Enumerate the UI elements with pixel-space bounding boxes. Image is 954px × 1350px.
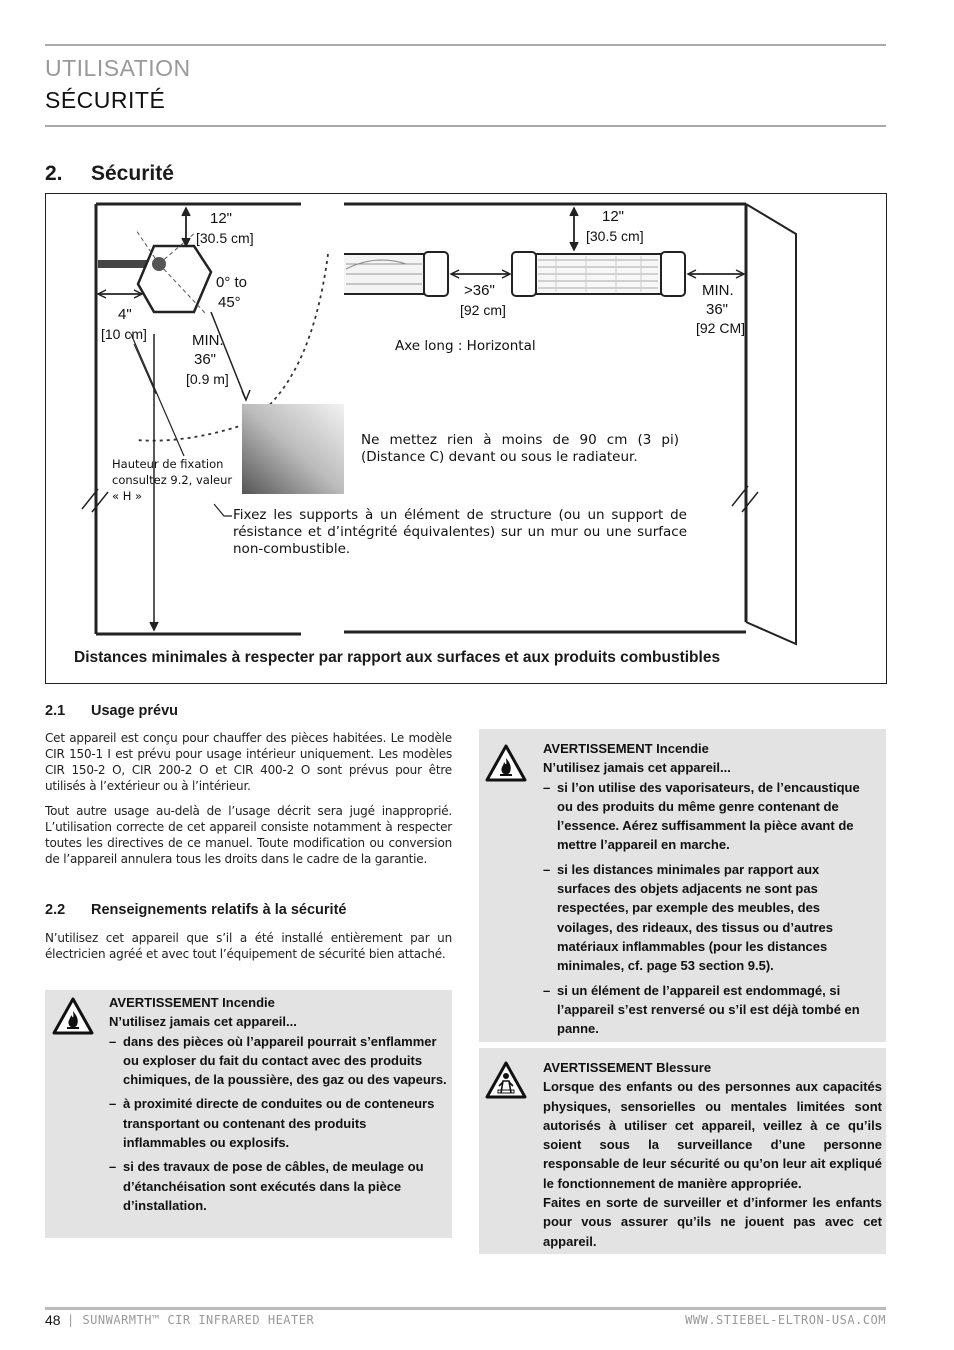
section-2-1-number: 2.1 <box>45 703 66 719</box>
warning-injury-title: AVERTISSEMENT Blessure <box>543 1060 712 1075</box>
footer-rule <box>45 1307 886 1310</box>
list-item: – à proximité directe de conduites ou de conteneurs transportant ou contenant des produits inflammables ou explosifs. <box>109 1096 435 1151</box>
label-36in-left: 36" <box>194 351 217 368</box>
section-2-1-title: Usage prévu <box>91 703 179 719</box>
list-item: – dans des pièces où l’appareil pourrait s’enflammer ou exploser du fait du contact avec des produits chimiques, de la poussière, des gaz ou des vapeurs. <box>109 1033 447 1088</box>
warning-fire-box-left <box>45 990 452 1238</box>
warning-fire-box-right <box>479 729 886 1042</box>
section-2-2-heading <box>45 902 346 918</box>
title-text: Sécurité <box>91 162 174 185</box>
fire-warning-icon <box>52 996 94 1036</box>
label-min-right: MIN. <box>702 282 734 299</box>
section-2-1-p2: Tout autre usage au-delà de l’usage décrit sera jugé inapproprié. L’utilisation correcte de cet appareil consiste notamment à respecter toutes les directives de ce manuel. Toute modification ou conversion de l’appareil annulera tous les droits dans le cadre de la garantie. <box>45 804 452 866</box>
footer-product: | SUNWARMTH™ CIR INFRARED HEATER <box>67 1313 315 1327</box>
title-number: 2. <box>45 162 63 185</box>
footer-url: WWW.STIEBEL-ELTRON-USA.COM <box>685 1313 886 1327</box>
warning-right-title: AVERTISSEMENT Incendie <box>543 741 709 756</box>
warning-right-subtitle: N’utilisez jamais cet appareil... <box>543 760 731 776</box>
page-number: 48 <box>45 1312 61 1328</box>
label-09m: [0.9 m] <box>186 371 229 387</box>
list-item: – si les distances minimales par rapport aux surfaces des objets adjacents ne sont pas respectées, par exemple des meubles, des voilages, des rideaux, des tissus ou d’autres matériaux inflammables (pour les distances minimales, cf. page 53 section 9.5). <box>543 861 833 974</box>
list-item: – si des travaux de pose de câbles, de meulage ou d’étanchéisation sont exécutés dans la pièce d’installation. <box>109 1159 424 1213</box>
section-2-1-p1: Cet appareil est conçu pour chauffer des pièces habitées. Le modèle CIR 150-1 I est prévu pour usage intérieur uniquement. Les modèles CIR 150-2 O, CIR 200-2 O et CIR 400-2 O sont prévus pour être utilisés à l’extérieur ou à l’intérieur. <box>45 731 452 793</box>
warning-injury-p2: Faites en sorte de surveiller et d’informer les enfants pour vous assurer qu’ils ne jouent pas avec cet appareil. <box>543 1195 882 1249</box>
warning-injury-p1: Lorsque des enfants ou des personnes aux capacités physiques, sensorielles ou mentales limitées sont autorisés à utiliser cet appareil, veillez à ce qu’ils soient sous la surveillance d’une personne responsable de leur sécurité ou qu’on leur ait expliqué le fonctionnement de manière appropriée. <box>543 1079 882 1191</box>
label-92cm-mid: [92 cm] <box>460 302 506 318</box>
warning-left-subtitle: N’utilisez jamais cet appareil... <box>109 1014 297 1030</box>
page-title <box>45 162 174 186</box>
header-rule <box>45 125 886 127</box>
bracket-note: Fixez les supports à un élément de structure (ou un support de résistance et d’intégrité équivalentes) sur un mur ou une surface non-combustible. <box>233 507 687 557</box>
section-2-2-title: Renseignements relatifs à la sécurité <box>91 902 347 918</box>
warning-left-list <box>109 1032 449 1216</box>
warning-right-list <box>543 778 869 1039</box>
label-min-left: MIN. <box>192 332 224 349</box>
axe-long-note: Axe long : Horizontal <box>395 338 536 354</box>
top-rule <box>45 44 886 46</box>
label-4in: 4" <box>118 306 132 323</box>
fire-warning-icon <box>485 743 527 783</box>
warning-left-title: AVERTISSEMENT Incendie <box>109 995 275 1010</box>
subsection-header: SÉCURITÉ <box>45 87 166 113</box>
clearance-figure <box>45 193 887 684</box>
label-angle-45: 45° <box>218 294 241 311</box>
section-2-1-heading <box>45 703 178 719</box>
injury-warning-icon <box>485 1060 527 1100</box>
label-36in-right: 36" <box>706 301 729 318</box>
list-item: – si un élément de l’appareil est endommagé, si l’appareil s’est renversé ou s’il est déjà tombé en panne. <box>543 982 860 1037</box>
clearance-note: Ne mettez rien à moins de 90 cm (3 pi) (Distance C) devant ou sous le radiateur. <box>361 432 679 465</box>
mounting-height-line3: « H » <box>112 489 143 503</box>
label-92cm-right: [92 CM] <box>696 320 746 336</box>
label-12in-right: 12" <box>602 208 625 225</box>
mounting-height-line1: Hauteur de fixation <box>112 457 224 471</box>
warning-injury-box <box>479 1048 886 1254</box>
label-angle-0: 0° to <box>216 274 248 291</box>
label-12in-left: 12" <box>210 210 233 227</box>
mounting-height-note <box>112 456 232 504</box>
label-10cm: [10 cm] <box>101 326 147 342</box>
mounting-height-line2: consultez 9.2, valeur <box>112 473 233 487</box>
section-header: UTILISATION <box>45 55 191 81</box>
label-12cm-right: [30.5 cm] <box>586 228 644 244</box>
label-36in-mid: >36" <box>464 282 495 299</box>
section-2-2-number: 2.2 <box>45 902 66 918</box>
label-12cm-left: [30.5 cm] <box>196 230 254 246</box>
list-item: – si l’on utilise des vaporisateurs, de l’encaustique ou des produits du même genre contenant de l’essence. Aérez suffisamment la pièce avant de mettre l’appareil en marche. <box>543 779 860 853</box>
figure-caption: Distances minimales à respecter par rapport aux surfaces et aux produits combustibles <box>74 649 721 666</box>
section-2-2-p1: N’utilisez cet appareil que s’il a été installé entièrement par un électricien agréé et avec tout l’équipement de sécurité bien attaché. <box>45 931 452 961</box>
